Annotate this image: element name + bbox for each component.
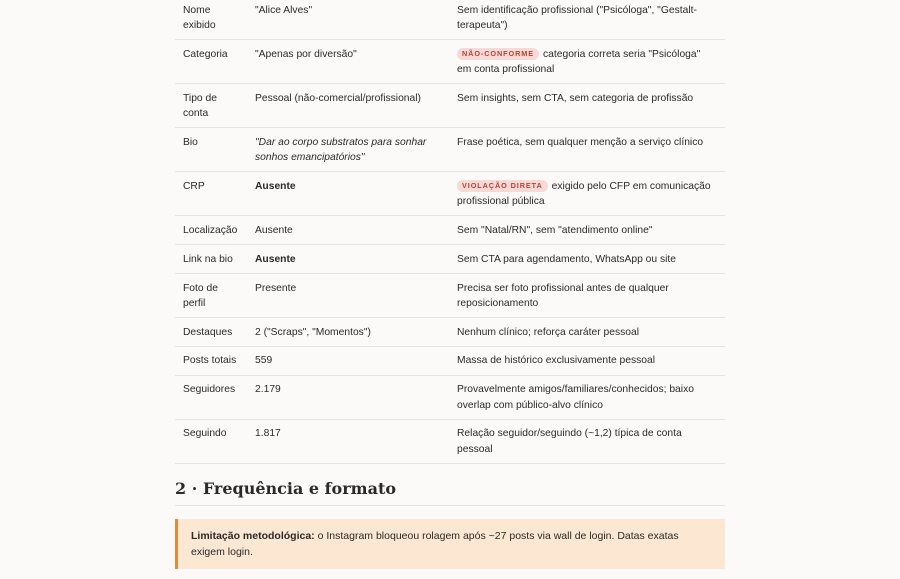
- row-note: Frase poética, sem qualquer menção a serviço clínico: [449, 128, 725, 172]
- table-row: [175, 128, 725, 172]
- row-field: Nome exibido: [175, 0, 247, 40]
- section-heading: 2 · Frequência e formato: [175, 478, 725, 506]
- callout-text: o Instagram bloqueou rolagem após ~27 posts via wall de login. Datas exatas exigem login.: [191, 530, 679, 558]
- table-row: [175, 216, 725, 245]
- row-field: Posts totais: [175, 346, 247, 375]
- row-field: Seguidores: [175, 375, 247, 419]
- row-field: Bio: [175, 128, 247, 172]
- status-badge: VIOLAÇÃO DIRETA: [457, 180, 548, 192]
- row-field: Link na bio: [175, 245, 247, 274]
- row-value: 1.817: [247, 419, 449, 463]
- table-row: [175, 375, 725, 419]
- row-note: Relação seguidor/seguindo (~1,2) típica de conta pessoal: [449, 419, 725, 463]
- row-note: Sem "Natal/RN", sem "atendimento online": [449, 216, 725, 245]
- table-row: [175, 346, 725, 375]
- row-note-cell: [449, 172, 725, 216]
- row-field: Foto de perfil: [175, 274, 247, 318]
- row-note: Sem CTA para agendamento, WhatsApp ou site: [449, 245, 725, 274]
- row-value: "Alice Alves": [247, 0, 449, 40]
- row-value: 2 ("Scraps", "Momentos"): [247, 318, 449, 347]
- row-note: Sem identificação profissional ("Psicóloga", "Gestalt-terapeuta"): [449, 0, 725, 40]
- table-row: [175, 172, 725, 216]
- row-note: categoria correta seria "Psicóloga" em conta profissional: [457, 48, 701, 75]
- methodology-callout: [175, 519, 725, 569]
- row-value: Ausente: [247, 216, 449, 245]
- row-value: Ausente: [247, 172, 449, 216]
- table-row: [175, 0, 725, 40]
- table-row: [175, 419, 725, 463]
- table-row: [175, 318, 725, 347]
- row-field: Tipo de conta: [175, 84, 247, 128]
- row-value: Ausente: [247, 245, 449, 274]
- table-row: [175, 274, 725, 318]
- row-value: 559: [247, 346, 449, 375]
- profile-audit-table: [175, 0, 725, 464]
- row-value: "Apenas por diversão": [247, 40, 449, 84]
- table-row: [175, 40, 725, 84]
- row-value: "Dar ao corpo substratos para sonhar sonhos emancipatórios": [247, 128, 449, 172]
- callout-label: Limitação metodológica:: [191, 530, 315, 542]
- row-note: Provavelmente amigos/familiares/conhecidos; baixo overlap com público-alvo clínico: [449, 375, 725, 419]
- status-badge: NÃO-CONFORME: [457, 48, 539, 60]
- row-field: Seguindo: [175, 419, 247, 463]
- row-note: Precisa ser foto profissional antes de qualquer reposicionamento: [449, 274, 725, 318]
- row-field: Localização: [175, 216, 247, 245]
- row-value: 2.179: [247, 375, 449, 419]
- row-note: Massa de histórico exclusivamente pessoal: [449, 346, 725, 375]
- row-field: Categoria: [175, 40, 247, 84]
- table-row: [175, 84, 725, 128]
- row-field: Destaques: [175, 318, 247, 347]
- row-value: Pessoal (não-comercial/profissional): [247, 84, 449, 128]
- row-note: Nenhum clínico; reforça caráter pessoal: [449, 318, 725, 347]
- row-note: exigido pelo CFP em comunicação profissional pública: [457, 180, 711, 208]
- table-row: [175, 245, 725, 274]
- row-note-cell: [449, 40, 725, 84]
- row-field: CRP: [175, 172, 247, 216]
- row-value: Presente: [247, 274, 449, 318]
- row-note: Sem insights, sem CTA, sem categoria de profissão: [449, 84, 725, 128]
